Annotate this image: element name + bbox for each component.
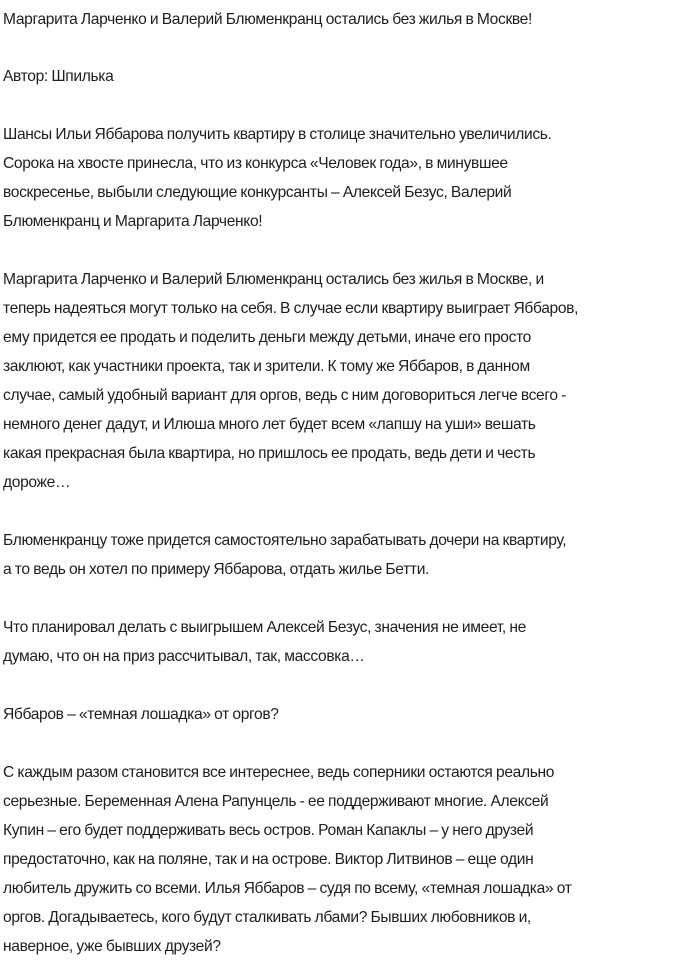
text-line: заклюют, как участники проекта, так и зрители. К тому же Яббаров, в данном — [3, 358, 530, 375]
spacer — [3, 34, 699, 63]
text-line: С каждым разом становится все интереснее, ведь соперники остаются реально — [3, 764, 555, 781]
text-line: Шансы Ильи Яббарова получить квартиру в столице значительно увеличились. — [3, 126, 552, 143]
paragraph-2 — [3, 265, 699, 497]
text-line: оргов. Догадываетесь, кого будут сталкивать лбами? Бывших любовников и, — [3, 909, 531, 926]
text-line: Что планировал делать с выигрышем Алексей Безус, значения не имеет, не — [3, 619, 526, 636]
text-line: серьезные. Беременная Алена Рапунцель - ее поддерживают многие. Алексей — [3, 793, 549, 810]
text-line: ему придется ее продать и поделить деньги между детьми, иначе его просто — [3, 329, 532, 346]
spacer — [3, 671, 699, 700]
paragraph-3 — [3, 526, 699, 584]
subheading — [3, 700, 699, 729]
article-title: Маргарита Ларченко и Валерий Блюменкранц остались без жилья в Москве! — [3, 11, 532, 28]
spacer — [3, 91, 699, 120]
text-line: Сорока на хвосте принесла, что из конкурса «Человек года», в минувшее — [3, 155, 508, 172]
text-line: наверное, уже бывших друзей? — [3, 938, 221, 955]
text-line: теперь надеяться могут только на себя. В случае если квартиру выиграет Яббаров, — [3, 300, 579, 317]
text-line: а то ведь он хотел по примеру Яббарова, отдать жилье Бетти. — [3, 561, 430, 578]
text-line: думаю, что он на приз рассчитывал, так, массовка… — [3, 648, 365, 665]
text-line: Маргарита Ларченко и Валерий Блюменкранц остались без жилья в Москве, и — [3, 271, 544, 288]
text-line: какая прекрасная была квартира, но пришлось ее продать, ведь дети и честь — [3, 445, 536, 462]
article-author: Автор: Шпилька — [3, 68, 114, 85]
text-line: дороже… — [3, 474, 71, 491]
text-line: воскресенье, выбыли следующие конкурсанты – Алексей Безус, Валерий — [3, 184, 512, 201]
spacer — [3, 729, 699, 758]
paragraph-1 — [3, 120, 699, 236]
paragraph-4 — [3, 613, 699, 671]
spacer — [3, 236, 699, 265]
section-heading: Яббаров – «темная лошадка» от оргов? — [3, 706, 279, 723]
text-line: Купин – его будет поддерживать весь остров. Роман Капаклы – у него друзей — [3, 822, 534, 839]
spacer — [3, 497, 699, 526]
spacer — [3, 584, 699, 613]
text-line: Блюменкранц и Маргарита Ларченко! — [3, 213, 263, 230]
text-line: любитель дружить со всеми. Илья Яббаров – судя по всему, «темная лошадка» от — [3, 880, 572, 897]
text-line: случае, самый удобный вариант для оргов, ведь с ним договориться легче всего - — [3, 387, 567, 404]
text-line: предостаточно, как на поляне, так и на острове. Виктор Литвинов – еще один — [3, 851, 534, 868]
text-line: немного денег дадут, и Илюша много лет будет всем «лапшу на уши» вешать — [3, 416, 536, 433]
text-line: Блюменкранцу тоже придется самостоятельно зарабатывать дочери на квартиру, — [3, 532, 567, 549]
paragraph-5 — [3, 758, 699, 961]
